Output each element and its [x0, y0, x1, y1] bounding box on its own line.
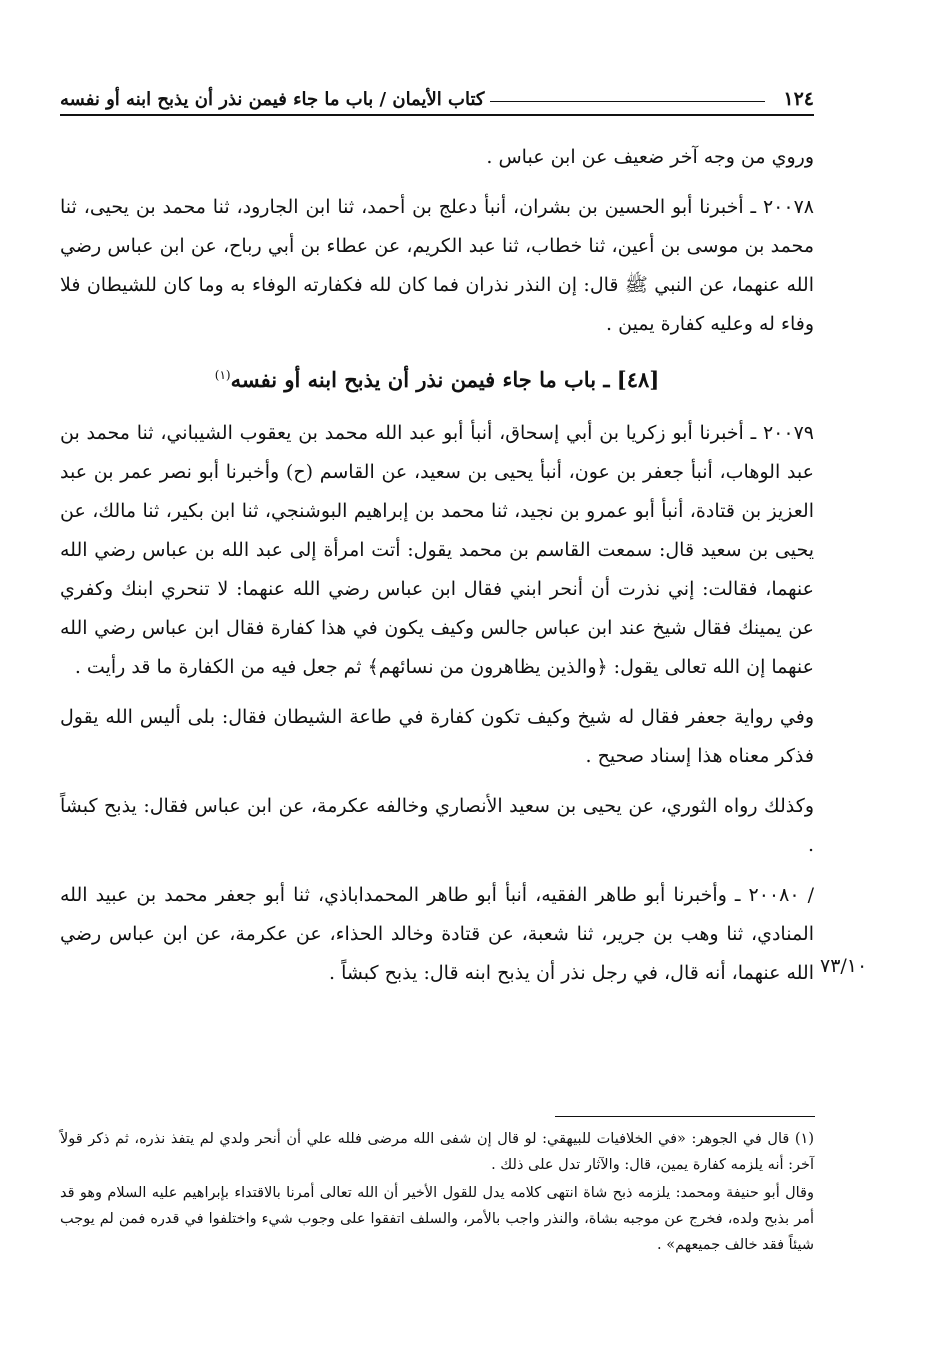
- footnote: (١) قال في الجوهر: «في الخلافيات للبيهقي: لو قال إن شفى الله مرضى فلله علي أن أنحر ولدي لم يتفذ نذره، ثم ذكر قولاً آخر: أنه يلزمه كفارة يمين، قال: والآثار تدل على ذلك .: [60, 1131, 814, 1173]
- hadith-20078: ٢٠٠٧٨ ـ أخبرنا أبو الحسين بن بشران، أنبأ دعلج بن أحمد، ثنا ابن الجارود، ثنا محمد بن يحيى، ثنا محمد بن موسى بن أعين، ثنا خطاب، ثنا عبد الكريم، عن عطاء بن أبي رباح، عن ابن عباس رضي الله عنهما، عن النبي ﷺ قال: إن النذر نذران فما كان لله فكفارته الوفاء به وما كان للشيطان فلا وفاء له وعليه كفارة يمين .: [60, 196, 815, 335]
- header-title: كتاب الأيمان / باب ما جاء فيمن نذر أن يذبح ابنه أو نفسه: [60, 89, 485, 110]
- footnotes: [60, 1126, 814, 1260]
- paragraph: وكذلك رواه الثوري، عن يحيى بن سعيد الأنصاري وخالفه عكرمة، عن ابن عباس فقال: يذبح كبشاً .: [60, 795, 814, 856]
- hadith-20080: / ٢٠٠٨٠ ـ وأخبرنا أبو طاهر الفقيه، أنبأ أبو طاهر المحمداباذي، ثنا أبو جعفر محمد بن عبيد الله المنادي، ثنا وهب بن جرير، ثنا شعبة، عن قتادة وخالد الحذاء، عن عكرمة، عن ابن عباس رضي الله عنهما، أنه قال، في رجل نذر أن يذبح ابنه قال: يذبح كبشاً .: [60, 884, 814, 984]
- chapter-heading: [60, 355, 814, 400]
- hadith-20079: ٢٠٠٧٩ ـ أخبرنا أبو زكريا بن أبي إسحاق، أنبأ أبو عبد الله محمد بن يعقوب الشيباني، ثنا محمد بن عبد الوهاب، أنبأ جعفر بن عون، أنبأ يحيى بن سعيد، عن القاسم (ح) وأخبرنا أبو نصر عمر بن عبد العزيز بن قتادة، أنبأ أبو عمرو بن نجيد، ثنا محمد بن إبراهيم البوشنجي، ثنا ابن بكير، ثنا مالك، عن يحيى بن سعيد قال: سمعت القاسم بن محمد يقول: أتت امرأة إلى عبد الله بن عباس رضي الله عنهما، فقالت: إني نذرت أن أنحر ابني فقال ابن عباس رضي الله عنهما: لا تنحري ابنك وكفري عن يمينك فقال شيخ عند ابن عباس جالس وكيف يكون في هذا كفارة فقال ابن عباس رضي الله عنهما إن الله تعالى يقول: ﴿والذين يظاهرون من نسائهم﴾ ثم جعل فيه من الكفارة ما قد رأيت .: [60, 422, 814, 678]
- page-number: ١٢٤: [783, 88, 814, 110]
- paragraph: وفي رواية جعفر فقال له شيخ وكيف تكون كفارة في طاعة الشيطان فقال: بلى أليس الله يقول فذكر معناه هذا إسناد صحيح .: [60, 706, 814, 767]
- chapter-heading-text: [٤٨] ـ باب ما جاء فيمن نذر أن يذبح ابنه أو نفسه: [230, 367, 660, 392]
- paragraph: وروي من وجه آخر ضعيف عن ابن عباس .: [486, 146, 814, 168]
- margin-reference: ٧٣/١٠: [820, 955, 868, 977]
- running-header: [60, 76, 814, 116]
- footnote-rule: [555, 1116, 815, 1117]
- footnote-marker: (١): [214, 368, 231, 382]
- header-rule: [490, 101, 765, 102]
- footnote: وقال أبو حنيفة ومحمد: يلزمه ذبح شاة انتهى كلامه يدل للقول الأخير أن الله تعالى أمرنا بالاقتداء بإبراهيم عليه السلام وهو قد أمر بذبح ولده، فخرج عن موجبه بشاة، والنذر واجب بالأمر، والسلف اتفقوا على وجوب شيء واختلفوا في قدره فمن لم يوجب شيئاً فقد خالف جميعهم» .: [60, 1185, 814, 1253]
- main-text: [60, 138, 814, 1004]
